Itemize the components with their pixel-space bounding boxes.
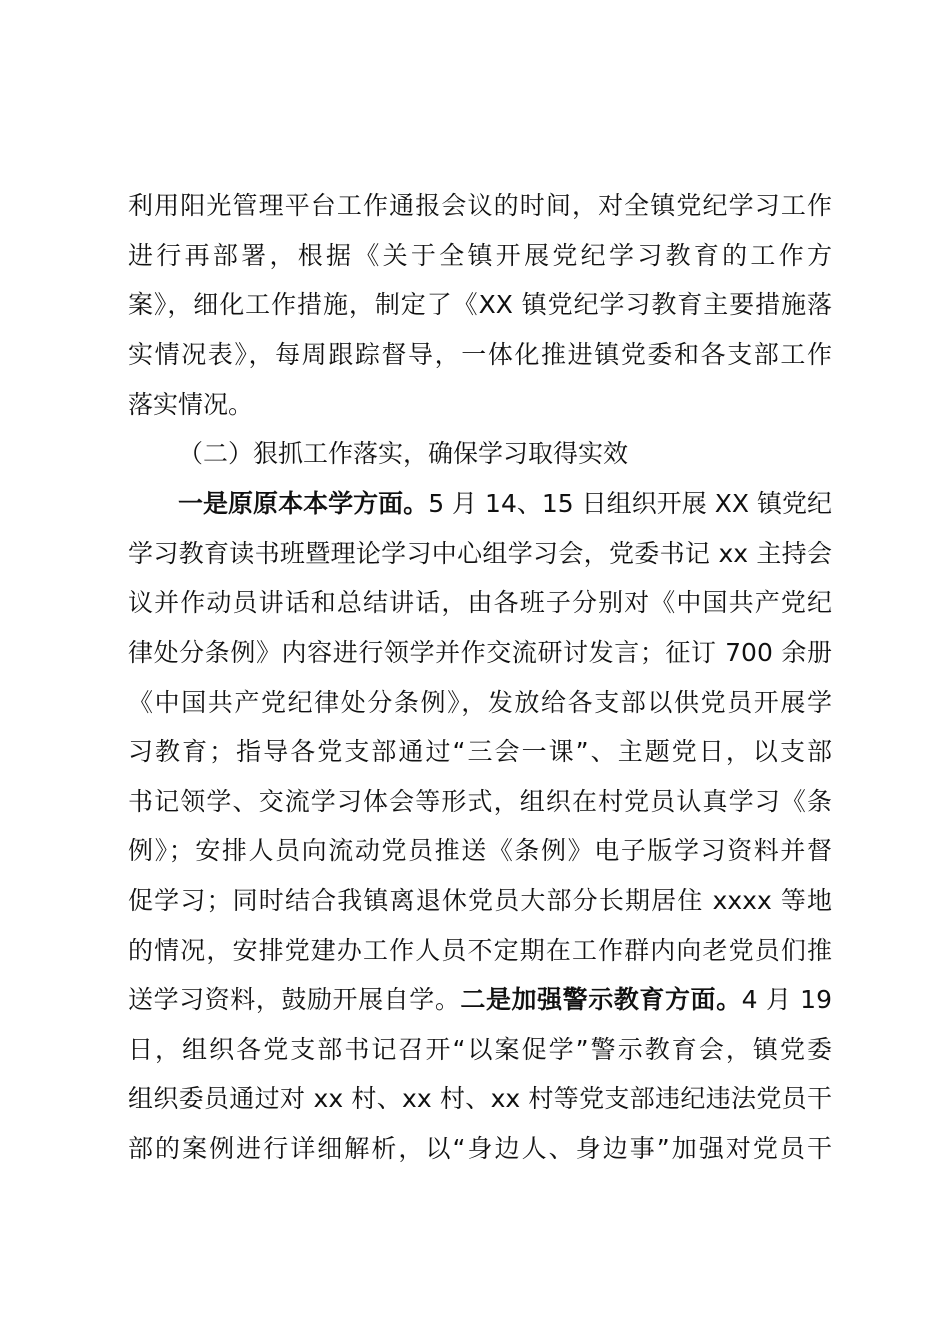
paragraph-line: 习教育；指导各党支部通过“三会一课”、主题党日，以支部 [128,737,832,766]
bold-lead: 二是加强警示教育方面。 [460,985,742,1014]
paragraph-line: 利用阳光管理平台工作通报会议的时间，对全镇党纪学习工作 [128,191,832,220]
paragraph-line [128,975,832,1025]
section-heading: （二）狠抓工作落实，确保学习取得实效 [178,439,629,468]
paragraph-line: 进行再部署，根据《关于全镇开展党纪学习教育的工作方 [128,241,832,270]
paragraph-line: 学习教育读书班暨理论学习中心组学习会，党委书记 xx 主持会 [128,539,832,568]
paragraph-line: 组织委员通过对 xx 村、xx 村、xx 村等党支部违纪违法党员干 [128,1084,832,1113]
paragraph-line: 日，组织各党支部书记召开“以案促学”警示教育会，镇党委 [128,1035,832,1064]
paragraph-line: 案》，细化工作措施，制定了《XX 镇党纪学习教育主要措施落 [128,290,832,319]
paragraph-line: 促学习；同时结合我镇离退休党员大部分长期居住 xxxx 等地 [128,886,832,915]
paragraph-line: 实情况表》，每周跟踪督导，一体化推进镇党委和各支部工作 [128,340,832,369]
line-text: 送学习资料，鼓励开展自学。 [128,985,461,1014]
paragraph-line: 书记领学、交流学习体会等形式，组织在村党员认真学习《条 [128,787,832,816]
line-text: 4 月 19 [741,985,832,1014]
bold-lead: 一是原原本本学方面。 [178,489,429,518]
paragraph-line: 议并作动员讲话和总结讲话，由各班子分别对《中国共产党纪 [128,588,832,617]
paragraph-line: 律处分条例》内容进行领学并作交流研讨发言；征订 700 余册 [128,638,832,667]
paragraph-line: 的情况，安排党建办工作人员不定期在工作群内向老党员们推 [128,936,832,965]
paragraph-line: 《中国共产党纪律处分条例》，发放给各支部以供党员开展学 [128,688,832,717]
paragraph-line: 例》；安排人员向流动党员推送《条例》电子版学习资料并督 [128,836,832,865]
line-text: 5 月 14、15 日组织开展 XX 镇党纪 [428,489,832,518]
paragraph-line: 落实情况。 [128,390,254,419]
paragraph-line [178,479,832,529]
paragraph-line: 部的案例进行详细解析，以“身边人、身边事”加强对党员干 [128,1134,832,1163]
